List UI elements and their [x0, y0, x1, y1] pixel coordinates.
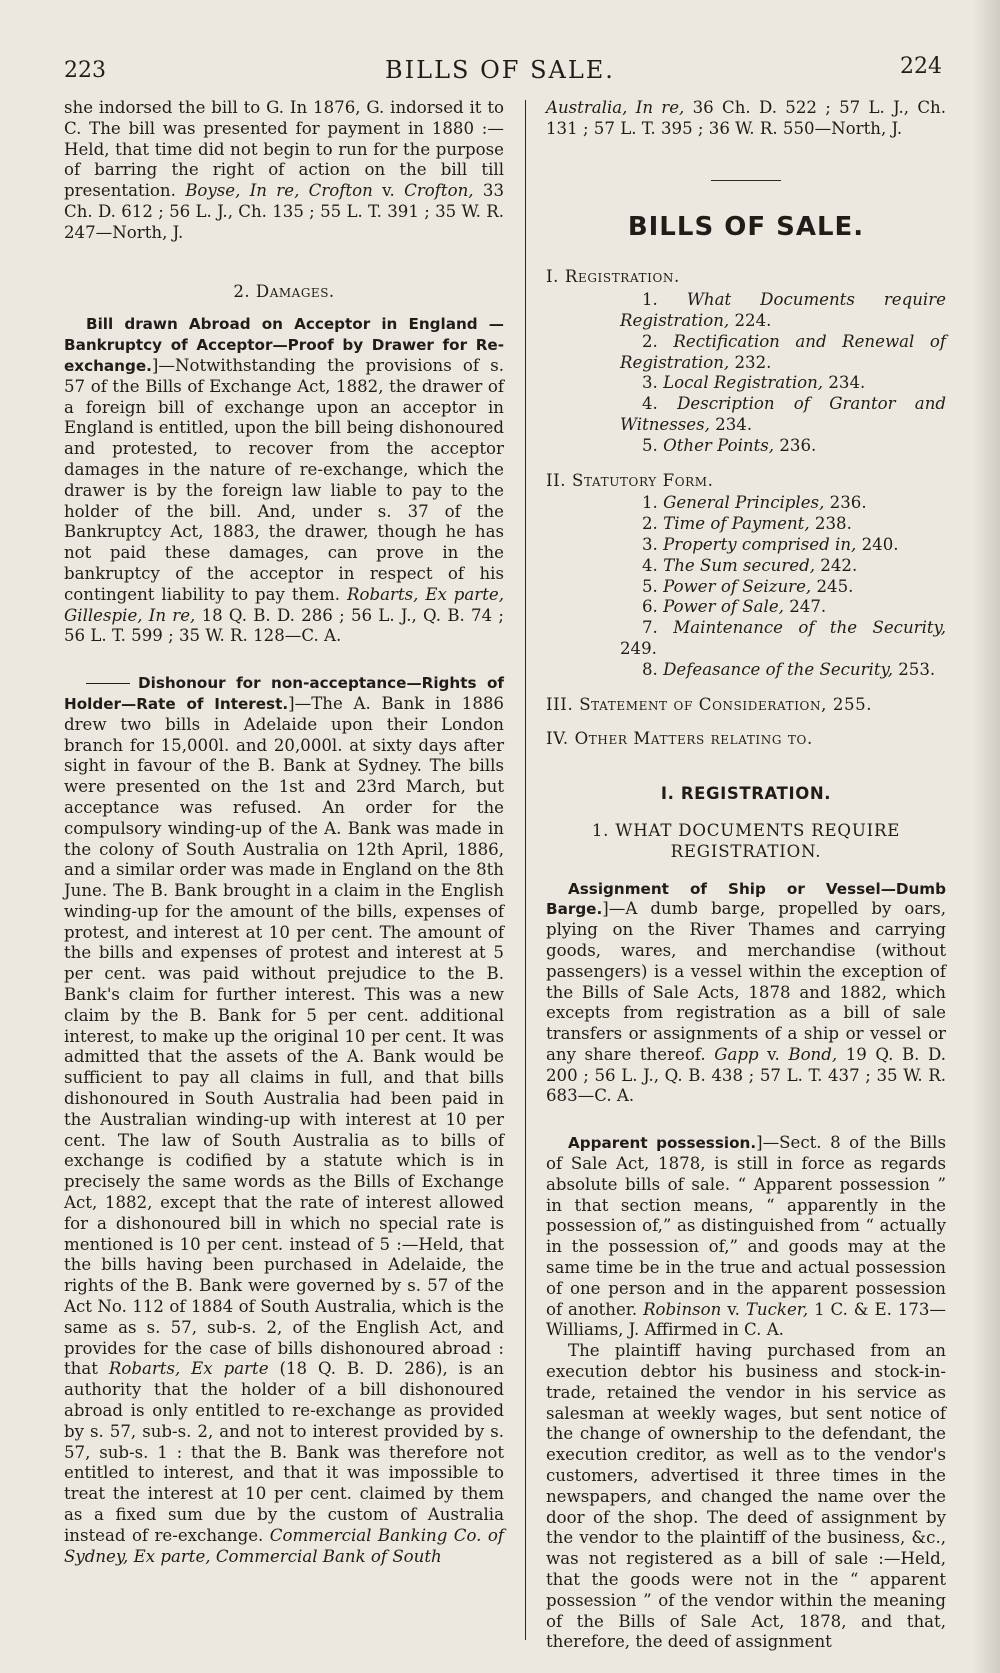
page-edge-shadow — [972, 0, 1000, 1673]
case-paragraph: Assignment of Ship or Vessel—Dumb Barge.]—A dumb barge, propelled by oars, plying on the River Thames and carrying goods, wares, and merchandise (without passengers) is a vessel within the exception of the Bills of Sale Acts, 1878 and 1882, which excepts from registration as a bill of sale transfers or assignments of a ship or vessel or any share thereof. Gapp v. Bond, 19 Q. B. D. 200 ; 56 L. J., Q. B. 438 ; 57 L. T. 437 ; 35 W. R. 683—C. A. — [546, 879, 946, 1106]
page-number-right: 224 — [900, 54, 942, 79]
column-divider — [525, 100, 526, 1640]
running-header — [0, 52, 1000, 92]
case-headnote: Apparent possession. — [568, 1134, 757, 1153]
page-number-left: 223 — [64, 58, 106, 83]
toc-entry: 5. Other Points, 236. — [642, 435, 817, 455]
chapter-title: BILLS OF SALE. — [627, 211, 865, 242]
part-heading: I. REGISTRATION. — [660, 784, 832, 804]
case-headnote: Dishonour for non-acceptance—Rights of Holder—Rate of Interest. — [64, 674, 504, 713]
toc-part: III. Statement of Consideration, 255. — [546, 694, 873, 714]
toc-entry: 5. Power of Seizure, 245. — [642, 576, 854, 596]
case-paragraph: Dishonour for non-acceptance—Rights of Holder—Rate of Interest.]—The A. Bank in 1886 drew two bills in Adelaide upon their London branch for 15,000l. and 20,000l. at sixty days after sight in favour of the B. Bank at Sydney. The bills were presented on the 1st and 23rd March, but acceptance was refused. An order for the compulsory winding-up of the A. Bank was made in the colony of South Australia on 12th April, 1886, and a similar order was made in England on the 8th June. The B. Bank brought in a claim in the English winding-up for the amount of the bills, expenses of protest, and interest at 10 per cent. The amount of the bills and expenses of protest and interest at 5 per cent. was paid without prejudice to the B. Bank's claim for further interest. This was a new claim by the B. Bank for 5 per cent. additional interest, to make up the original 10 per cent. It was admitted that the assets of the A. Bank would be sufficient to pay all claims in full, and that bills dishonoured in South Australia had been paid in the Australian winding-up with interest at 10 per cent. The law of South Australia as to bills of exchange is codified by a statute which is in precisely the same words as the Bills of Exchange Act, 1882, except that the rate of interest allowed for a dishonoured bill in which no special rate is mentioned is 10 per cent. instead of 5 :—Held, that the bills having been purchased in Adelaide, the rights of the B. Bank were governed by s. 57 of the Act No. 112 of 1884 of South Australia, which is the same as s. 57, sub-s. 2, of the English Act, and provides for the case of bills dishonoured abroad : that Robarts, Ex parte (18 Q. B. D. 286), is an authority that the holder of a bill dishonoured abroad is only entitled to re-exchange as provided by s. 57, sub-s. 2, and not to interest provided by s. 57, sub-s. 1 : that the B. Bank was therefore not entitled to interest, and that it was impossible to treat the interest at 10 per cent. claimed by them as a fixed sum due by the custom of Australia instead of re-exchange. Commercial Banking Co. of Sydney, Ex parte, Commercial Bank of South — [64, 674, 505, 1566]
running-title: BILLS OF SALE. — [385, 56, 615, 84]
opening-paragraph: she indorsed the bill to G. In 1876, G. indorsed it to C. The bill was presented for payment in 1880 :—Held, that time did not begin to run for the purpose of barring the right of action on the bill till presentation. Boyse, In re, Crofton v. Crofton, 33 Ch. D. 612 ; 56 L. J., Ch. 135 ; 55 L. T. 391 ; 35 W. R. 247—North, J. — [64, 98, 505, 242]
table-of-contents — [546, 267, 946, 750]
right-column — [546, 98, 946, 1653]
case-headnote: Assignment of Ship or Vessel—Dumb Barge. — [546, 879, 946, 919]
toc-entry: 6. Power of Sale, 247. — [642, 597, 827, 617]
left-column — [64, 98, 504, 1567]
toc-entry: 1. General Principles, 236. — [642, 493, 867, 513]
toc-entry: 7. Maintenance of the Security, 249. — [620, 618, 947, 658]
toc-entry: 4. The Sum secured, 242. — [642, 555, 858, 575]
toc-entry: 8. Defeasance of the Security, 253. — [642, 659, 936, 679]
carryover-citation: Australia, In re, 36 Ch. D. 522 ; 57 L. J., Ch. 131 ; 57 L. T. 395 ; 36 W. R. 550—North, J. — [546, 98, 946, 138]
toc-entry: 4. Description of Grantor and Witnesses, 234. — [620, 394, 947, 434]
repeat-dash — [86, 683, 130, 684]
toc-entry: 2. Time of Payment, 238. — [642, 514, 852, 534]
toc-part: I. Registration. — [546, 267, 680, 287]
toc-entry: 2. Rectification and Renewal of Registration, 232. — [620, 331, 946, 372]
short-divider — [711, 180, 781, 181]
toc-part: II. Statutory Form. — [546, 470, 714, 490]
case-headnote: Bill drawn Abroad on Acceptor in England —Bankruptcy of Acceptor—Proof by Drawer for Re-exchange. — [64, 315, 504, 375]
toc-part: IV. Other Matters relating to. — [546, 729, 813, 749]
toc-entry: 1. What Documents require Registration, 224. — [620, 290, 946, 330]
section-heading-damages: 2. Damages. — [233, 281, 335, 301]
case-paragraph: Bill drawn Abroad on Acceptor in England —Bankruptcy of Acceptor—Proof by Drawer for Re-exchange.]—Notwithstanding the provisions of s. 57 of the Bills of Exchange Act, 1882, the drawer of a foreign bill of exchange upon an acceptor in England is entitled, upon the bill being dishonoured and protested, to recover from the acceptor damages in the nature of re-exchange, which the drawer is by the foreign law liable to pay to the holder of the bill. And, under s. 37 of the Bankruptcy Act, 1883, the drawer, though he has not paid these damages, can prove in the bankruptcy of the acceptor in respect of his contingent liability to pay them. Robarts, Ex parte, Gillespie, In re, 18 Q. B. D. 286 ; 56 L. J., Q. B. 74 ; 56 L. T. 599 ; 35 W. R. 128—C. A. — [64, 315, 504, 646]
sub-heading: 1. WHAT DOCUMENTS REQUIRE REGISTRATION. — [591, 820, 901, 861]
toc-entry: 3. Property comprised in, 240. — [642, 534, 899, 554]
toc-entry: 3. Local Registration, 234. — [642, 373, 866, 393]
case-paragraph: Apparent possession.]—Sect. 8 of the Bills of Sale Act, 1878, is still in force as regards absolute bills of sale. “ Apparent possession ” in that section means, “ apparently in the possession of,” as distinguished from “ actually in the possession of,” and goods may at the same time be in the true and actual possession of one person and in the apparent possession of another. Robinson v. Tucker, 1 C. & E. 173—Williams, J. Affirmed in C. A. — [546, 1133, 947, 1340]
case-paragraph: The plaintiff having purchased from an execution debtor his business and stock-in-trade, retained the vendor in his service as salesman at weekly wages, but sent notice of the change of ownership to the defendant, the execution creditor, as well as to the vendor's customers, advertised it three times in the newspapers, and changed the name over the door of the shop. The deed of assignment by the vendor to the plaintiff of the business, &c., was not registered as a bill of sale :—Held, that the goods were not in the “ apparent possession ” of the vendor within the meaning of the Bills of Sale Act, 1878, and that, therefore, the deed of assignment — [546, 1341, 946, 1652]
